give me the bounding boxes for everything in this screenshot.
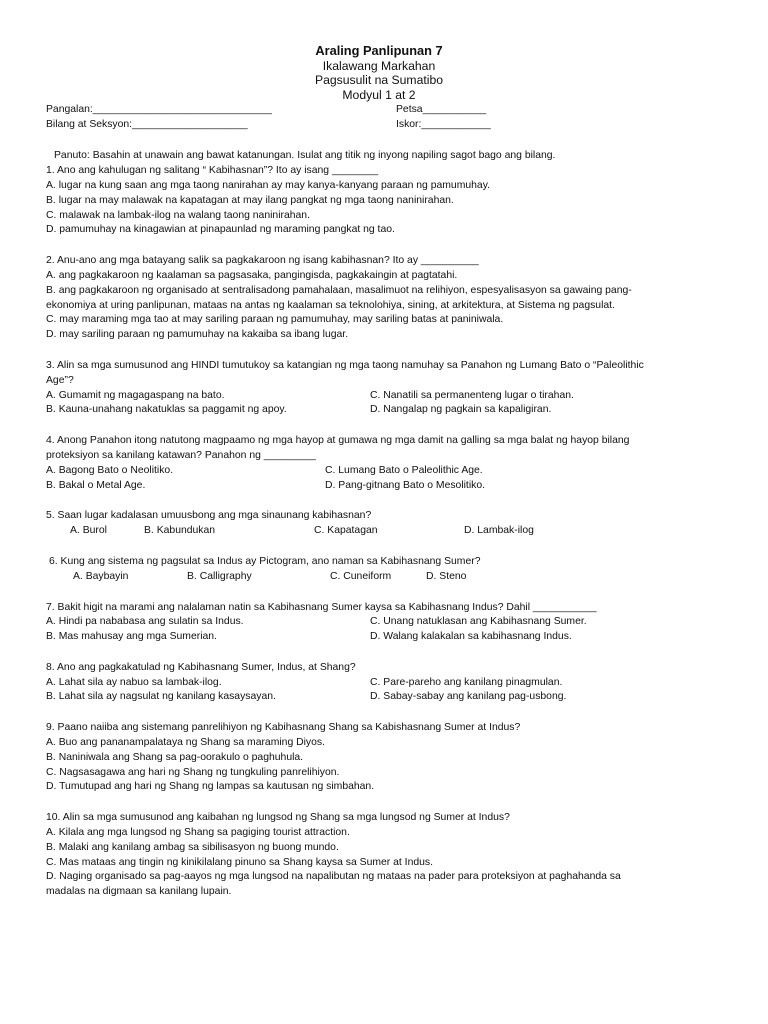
question-9 — [46, 721, 712, 795]
question-stem: 9. Paano naiiba ang sistemang panrelihiyon ng Kabihasnang Shang sa Kabishasnang Sumer at Indus? — [46, 722, 521, 734]
question-stem: 1. Ano ang kahulugan ng salitang “ Kabihasnan”? Ito ay isang ________ — [46, 165, 379, 177]
choice-c: C. Unang natuklasan ang Kabihasnang Sumer. — [370, 616, 587, 628]
choice-d: D. pamumuhay na kinagawian at pinapaunlad ng maraming pangkat ng tao. — [46, 224, 395, 236]
quarter-label: Ikalawang Markahan — [322, 58, 436, 73]
subject-title: Araling Panlipunan 7 — [315, 43, 443, 58]
question-stem: 7. Bakit higit na marami ang nalalaman natin sa Kabihasnang Sumer kaysa sa Kabihasnang Indus? Dahil ___________ — [46, 601, 597, 613]
choice-a: A. Kilala ang mga lungsod ng Shang sa pagiging tourist attraction. — [46, 827, 350, 839]
question-7 — [46, 601, 712, 645]
exam-type-label: Pagsusulit na Sumatibo — [314, 73, 444, 88]
choice-c: C. Mas mataas ang tingin ng kinikilalang pinuno sa Shang kaysa sa Sumer at Indus. — [46, 856, 433, 868]
choice-d: D. Tumutupad ang hari ng Shang ng lampas sa kautusan ng simbahan. — [46, 781, 375, 793]
question-4 — [46, 434, 712, 493]
choice-a: A. Baybayin — [73, 570, 129, 582]
question-10 — [46, 811, 712, 900]
choice-a: A. Bagong Bato o Neolitiko. — [46, 464, 174, 476]
question-stem: 10. Alin sa mga sumusunod ang kaibahan ng lungsod ng Shang sa mga lungsod ng Sumer at Indus? — [46, 812, 510, 824]
choice-a: A. Buo ang pananampalataya ng Shang sa maraming Diyos. — [46, 737, 325, 749]
score-field: Iskor:____________ — [396, 118, 491, 130]
choice-b: B. Mas mahusay ang mga Sumerian. — [46, 631, 217, 643]
question-stem: 2. Anu-ano ang mga batayang salik sa pagkakaroon ng isang kabihasnan? Ito ay __________ — [46, 255, 479, 267]
question-stem-continued: Age”? — [46, 374, 74, 386]
choice-b: B. Malaki ang kanilang ambag sa sibilisasyon ng buong mundo. — [46, 841, 339, 853]
choice-d: D. Pang-gitnang Bato o Mesolitiko. — [325, 479, 485, 491]
choice-b: B. Kabundukan — [144, 525, 216, 537]
choice-c: C. Nagsasagawa ang hari ng Shang ng tungkuling panrelihiyon. — [46, 766, 340, 778]
question-3 — [46, 359, 712, 418]
choice-c: C. Kapatagan — [314, 525, 378, 537]
choice-c: C. Lumang Bato o Paleolithic Age. — [325, 464, 483, 476]
choice-b: B. ang pagkakaroon ng organisado at sentralisadong pamahalaan, masalimuot na relihiyon, espesyalisasyon sa gawaing pang- — [46, 284, 632, 296]
choice-a: A. ang pagkakaroon ng kaalaman sa pagsasaka, pangingisda, pagkakaingin at pagtatahi. — [46, 269, 458, 281]
choice-d: D. Steno — [426, 570, 467, 582]
question-8 — [46, 661, 712, 705]
question-stem: 4. Anong Panahon itong natutong magpaamo ng mga hayop at gumawa ng mga damit na galling sa mga balat ng hayop bilang — [46, 435, 630, 447]
choice-d: D. Walang kalakalan sa kabihasnang Indus. — [370, 631, 572, 643]
question-stem: 6. Kung ang sistema ng pagsulat sa Indus ay Pictogram, ano naman sa Kabihasnang Sumer? — [49, 555, 481, 567]
choice-a: A. lugar na kung saan ang mga taong nanirahan ay may kanya-kanyang paraan ng pamumuhay. — [46, 179, 491, 191]
choice-c: C. may maraming mga tao at may sariling paraan ng pamumuhay, may sariling batas at paniniwala. — [46, 314, 504, 326]
question-stem-continued: proteksiyon sa kanilang katawan? Panahon ng _________ — [46, 449, 316, 461]
exam-header — [46, 44, 712, 102]
choice-c: C. malawak na lambak-ilog na walang taong naninirahan. — [46, 209, 310, 221]
instructions: Panuto: Basahin at unawain ang bawat katanungan. Isulat ang titik ng inyong napiling sagot bago ang bilang. — [54, 150, 556, 162]
section-field: Bilang at Seksyon:____________________ — [46, 118, 248, 130]
date-field: Petsa___________ — [396, 104, 487, 116]
choice-c: C. Pare-pareho ang kanilang pinagmulan. — [370, 676, 563, 688]
choice-d: D. Lambak-ilog — [464, 525, 534, 537]
choice-b: B. Kauna-unahang nakatuklas sa paggamit ng apoy. — [46, 404, 287, 416]
question-stem: 5. Saan lugar kadalasan umuusbong ang mga sinaunang kabihasnan? — [46, 510, 372, 522]
choice-a: A. Lahat sila ay nabuo sa lambak-ilog. — [46, 676, 222, 688]
question-stem: 3. Alin sa mga sumusunod ang HINDI tumutukoy sa katangian ng mga taong namuhay sa Panahon ng Lumang Bato o “Paleolithic — [46, 359, 644, 371]
choice-a: A. Burol — [70, 525, 107, 537]
choice-d: D. Naging organisado sa pag-aayos ng mga lungsod na napalibutan ng mataas na pader para proteksiyon at paghahanda sa — [46, 871, 621, 883]
choice-b: B. Naniniwala ang Shang sa pag-oorakulo o paghuhula. — [46, 751, 304, 763]
module-label: Modyul 1 at 2 — [342, 87, 416, 102]
student-info — [46, 103, 712, 133]
choice-c: C. Nanatili sa permanenteng lugar o tirahan. — [370, 389, 574, 401]
name-field: Pangalan:_______________________________ — [46, 104, 272, 116]
choice-a: A. Gumamit ng magagaspang na bato. — [46, 389, 225, 401]
choice-b: B. Calligraphy — [187, 570, 252, 582]
question-stem: 8. Ano ang pagkakatulad ng Kabihasnang Sumer, Indus, at Shang? — [46, 661, 356, 673]
question-5 — [46, 509, 712, 539]
question-6 — [46, 555, 712, 585]
choice-a: A. Hindi pa nababasa ang sulatin sa Indus. — [46, 616, 244, 628]
choice-b-continued: ekonomiya at uring panlipunan, mataas na antas ng kaalaman sa teknolohiya, sining, at arkitektura, at Sistema ng pagsulat. — [46, 299, 615, 311]
choice-b: B. Bakal o Metal Age. — [46, 479, 146, 491]
choice-c: C. Cuneiform — [330, 570, 392, 582]
choice-d: D. Sabay-sabay ang kanilang pag-usbong. — [370, 691, 567, 703]
choice-d: D. may sariling paraan ng pamumuhay na kakaiba sa ibang lugar. — [46, 329, 349, 341]
choice-b: B. lugar na may malawak na kapatagan at may ilang pangkat ng mga taong naninirahan. — [46, 194, 454, 206]
question-1 — [46, 164, 712, 238]
choice-b: B. Lahat sila ay nagsulat ng kanilang kasaysayan. — [46, 691, 276, 703]
choice-d: D. Nangalap ng pagkain sa kapaligiran. — [370, 404, 552, 416]
choice-d-continued: madalas na digmaan sa kanilang lupain. — [46, 886, 232, 898]
question-2 — [46, 254, 712, 343]
